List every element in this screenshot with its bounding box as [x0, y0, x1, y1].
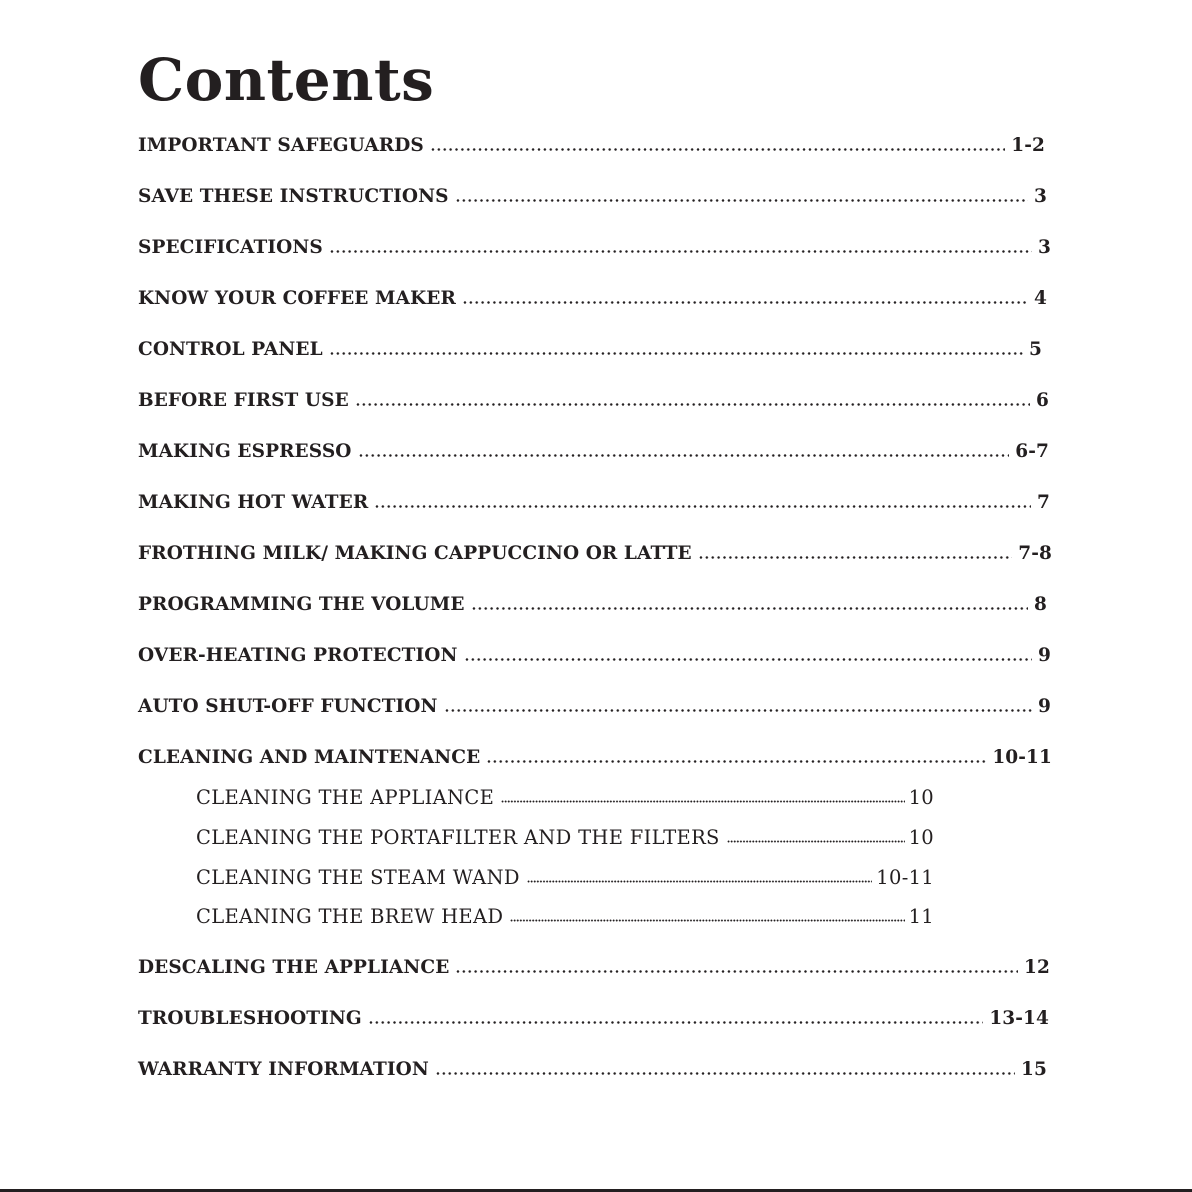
toc-entry-page: 6-7 [1015, 441, 1049, 462]
dot-leader [430, 146, 1005, 153]
dot-leader [455, 968, 1018, 975]
dot-leader [486, 758, 986, 765]
toc-entry-know-your-coffee-maker[interactable] [138, 286, 1047, 312]
toc-entry-page: 7 [1037, 492, 1050, 513]
toc-entry-label: PROGRAMMING THE VOLUME [138, 594, 465, 615]
dot-leader [435, 1070, 1015, 1077]
dot-leader [527, 879, 872, 884]
toc-entry-label: CLEANING AND MAINTENANCE [138, 747, 481, 768]
dot-leader [358, 452, 1010, 459]
toc-entry-save-these-instructions[interactable] [138, 184, 1047, 210]
toc-entry-label: CLEANING THE BREW HEAD [196, 905, 504, 928]
dot-leader [698, 554, 1013, 561]
dot-leader [464, 656, 1032, 663]
toc-entry-label: WARRANTY INFORMATION [138, 1059, 429, 1080]
toc-entry-label: MAKING ESPRESSO [138, 441, 352, 462]
dot-leader [368, 1019, 983, 1026]
toc-entry-label: FROTHING MILK/ MAKING CAPPUCCINO OR LATTE [138, 543, 692, 564]
toc-entry-page: 3 [1034, 186, 1047, 207]
toc-entry-before-first-use[interactable] [138, 388, 1049, 414]
toc-entry-page: 13-14 [989, 1008, 1049, 1029]
toc-entry-page: 10-11 [876, 866, 934, 889]
dot-leader [444, 707, 1032, 714]
toc-entry-label: AUTO SHUT-OFF FUNCTION [138, 696, 438, 717]
toc-entry-troubleshooting[interactable] [138, 1006, 1049, 1032]
toc-entry-warranty-information[interactable] [138, 1057, 1047, 1083]
toc-entry-page: 10 [908, 826, 934, 849]
toc-entry-descaling-the-appliance[interactable] [138, 955, 1050, 981]
dot-leader [727, 839, 905, 844]
toc-entry-auto-shut-off-function[interactable] [138, 694, 1051, 720]
dot-leader [462, 299, 1028, 306]
toc-entry-page: 7-8 [1018, 543, 1052, 564]
toc-entry-page: 3 [1038, 237, 1051, 258]
toc-entry-label: BEFORE FIRST USE [138, 390, 349, 411]
toc-entry-page: 12 [1024, 957, 1050, 978]
page-title: Contents [138, 46, 435, 114]
toc-entry-page: 1-2 [1011, 135, 1045, 156]
toc-entry-label: DESCALING THE APPLIANCE [138, 957, 450, 978]
toc-entry-specifications[interactable] [138, 235, 1051, 261]
toc-entry-page: 15 [1021, 1059, 1047, 1080]
toc-entry-making-hot-water[interactable] [138, 490, 1050, 516]
toc-entry-important-safeguards[interactable] [138, 133, 1045, 159]
toc-entry-label: CONTROL PANEL [138, 339, 323, 360]
toc-subentry-cleaning-the-brew-head[interactable] [196, 904, 934, 930]
toc-entry-page: 9 [1038, 645, 1051, 666]
dot-leader [455, 197, 1028, 204]
toc-entry-making-espresso[interactable] [138, 439, 1049, 465]
toc-entry-page: 8 [1034, 594, 1047, 615]
dot-leader [374, 503, 1031, 510]
toc-entry-frothing-milk[interactable] [138, 541, 1052, 567]
toc-entry-control-panel[interactable] [138, 337, 1042, 363]
toc-entry-label: TROUBLESHOOTING [138, 1008, 362, 1029]
toc-entry-page: 10 [908, 786, 934, 809]
dot-leader [355, 401, 1030, 408]
toc-subentry-cleaning-the-portafilter[interactable] [196, 825, 934, 851]
toc-entry-page: 10-11 [992, 747, 1052, 768]
toc-entry-label: IMPORTANT SAFEGUARDS [138, 135, 424, 156]
toc-entry-label: SPECIFICATIONS [138, 237, 323, 258]
toc-entry-label: CLEANING THE STEAM WAND [196, 866, 520, 889]
toc-entry-page: 4 [1034, 288, 1047, 309]
toc-entry-label: CLEANING THE PORTAFILTER AND THE FILTERS [196, 826, 720, 849]
toc-entry-page: 11 [908, 905, 934, 928]
toc-entry-page: 5 [1029, 339, 1042, 360]
toc-entry-label: KNOW YOUR COFFEE MAKER [138, 288, 456, 309]
toc-subentry-cleaning-the-steam-wand[interactable] [196, 865, 934, 891]
toc-entry-over-heating-protection[interactable] [138, 643, 1051, 669]
toc-entry-label: SAVE THESE INSTRUCTIONS [138, 186, 449, 207]
toc-subentry-cleaning-the-appliance[interactable] [196, 785, 934, 811]
dot-leader [501, 799, 904, 804]
dot-leader [329, 350, 1023, 357]
toc-entry-label: OVER-HEATING PROTECTION [138, 645, 458, 666]
dot-leader [329, 248, 1032, 255]
dot-leader [471, 605, 1028, 612]
toc-entry-page: 6 [1036, 390, 1049, 411]
dot-leader [510, 918, 904, 923]
toc-entry-label: MAKING HOT WATER [138, 492, 369, 513]
toc-entry-programming-the-volume[interactable] [138, 592, 1047, 618]
toc-entry-page: 9 [1038, 696, 1051, 717]
toc-entry-cleaning-and-maintenance[interactable] [138, 745, 1052, 771]
toc-entry-label: CLEANING THE APPLIANCE [196, 786, 495, 809]
